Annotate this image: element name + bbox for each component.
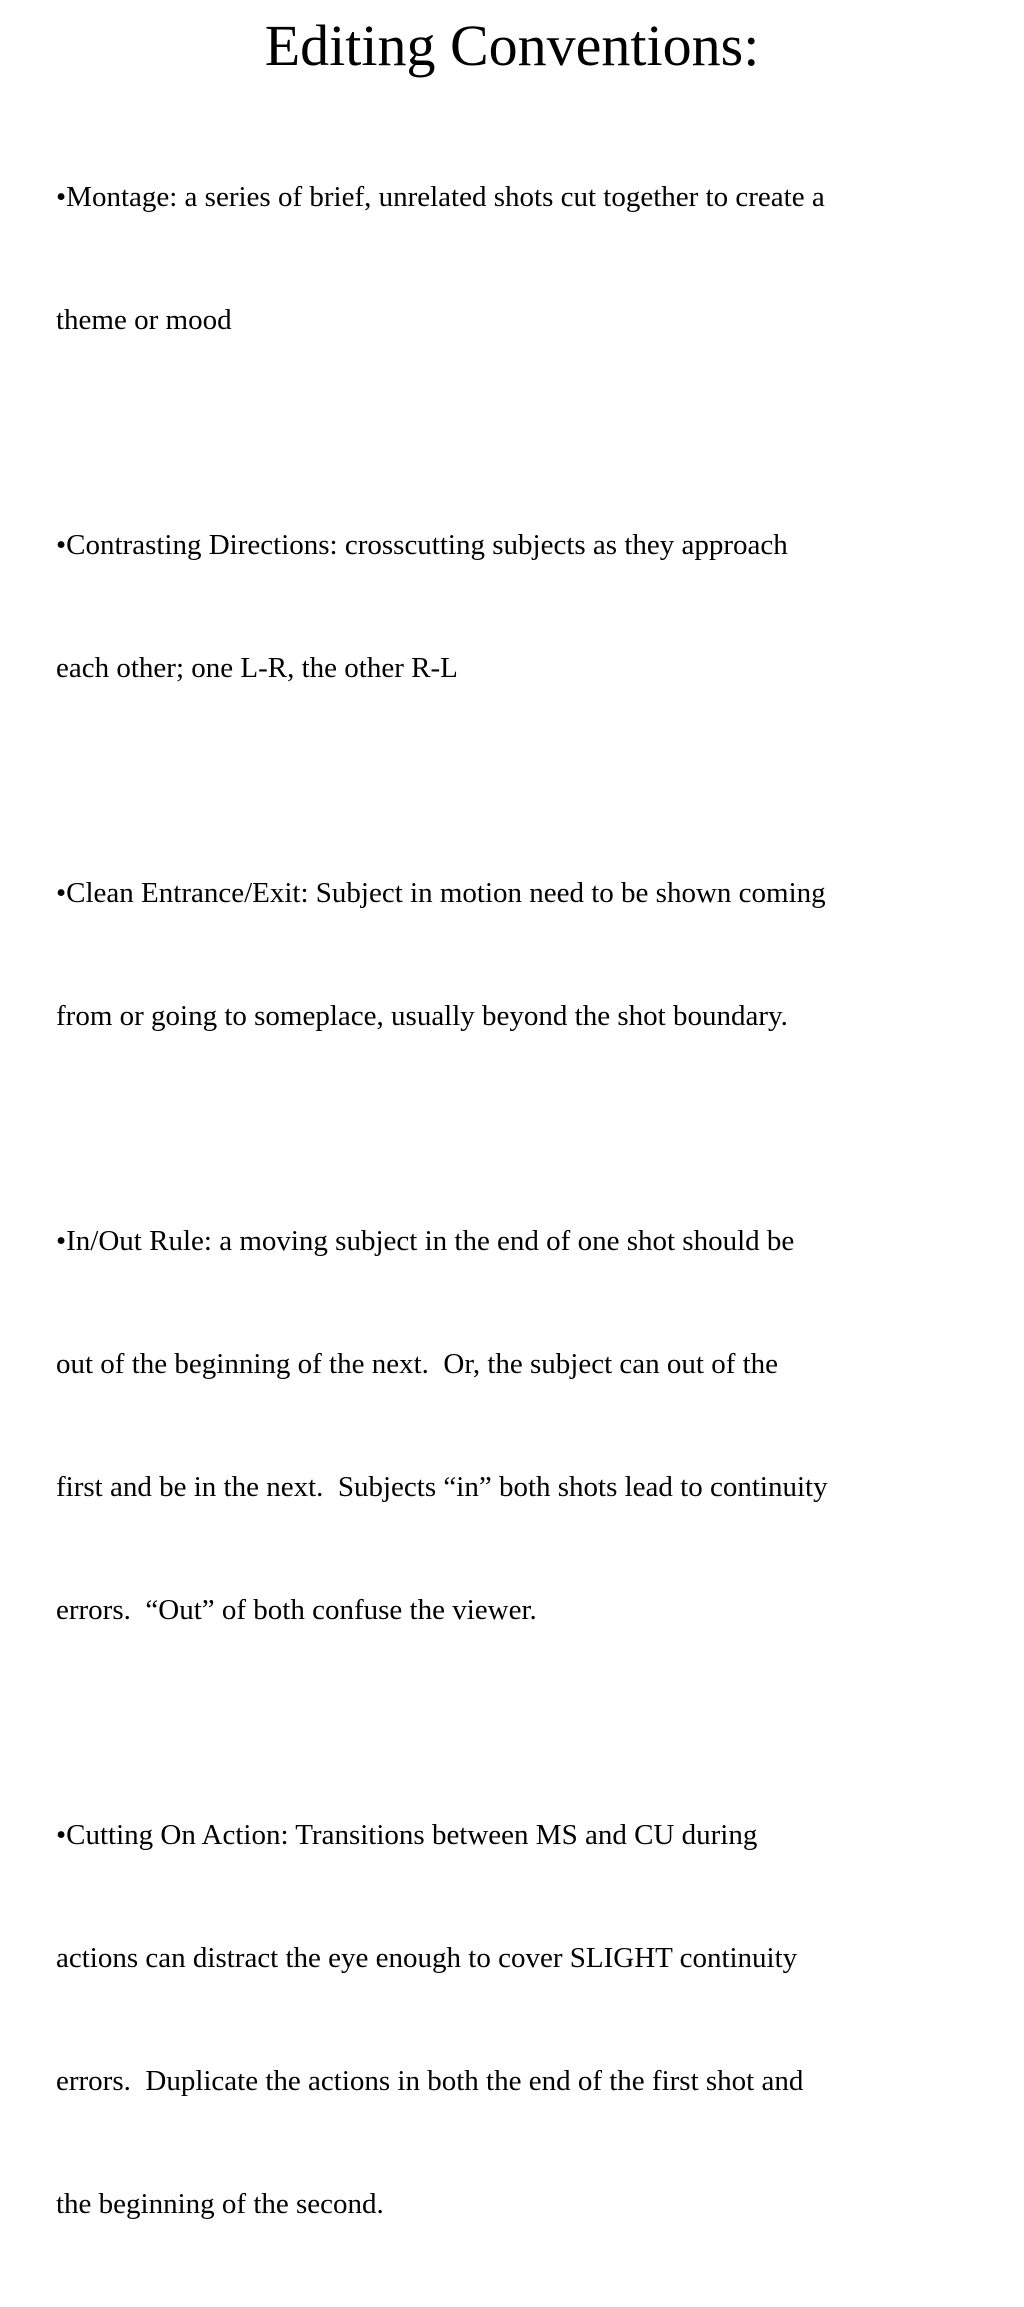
- bullet-cutting-on-action: [56, 1733, 976, 2307]
- bullet-clean-entrance-exit: [56, 791, 976, 1119]
- bullet-list: [56, 95, 976, 2307]
- bullet-line: each other; one L-R, the other R-L: [56, 652, 458, 684]
- bullet-line: •Cutting On Action: Transitions between MS and CU during: [56, 1819, 758, 1851]
- bullet-line: out of the beginning of the next. Or, the subject can out of the: [56, 1348, 779, 1380]
- bullet-contrasting-directions: [56, 443, 976, 771]
- bullet-line: errors. Duplicate the actions in both the end of the first shot and: [56, 2065, 804, 2097]
- bullet-line: •Montage: a series of brief, unrelated shots cut together to create a: [56, 181, 825, 213]
- bullet-line: errors. “Out” of both confuse the viewer.: [56, 1594, 537, 1626]
- bullet-line: first and be in the next. Subjects “in” both shots lead to continuity: [56, 1471, 828, 1503]
- bullet-in-out-rule: [56, 1139, 976, 1713]
- bullet-line: •Clean Entrance/Exit: Subject in motion need to be shown coming: [56, 877, 826, 909]
- bullet-line: •In/Out Rule: a moving subject in the end of one shot should be: [56, 1225, 795, 1257]
- slide-title: Editing Conventions:: [264, 13, 760, 78]
- bullet-line: from or going to someplace, usually beyond the shot boundary.: [56, 1000, 788, 1032]
- bullet-montage: [56, 95, 976, 423]
- bullet-line: theme or mood: [56, 304, 232, 336]
- bullet-line: the beginning of the second.: [56, 2188, 384, 2220]
- bullet-line: •Contrasting Directions: crosscutting subjects as they approach: [56, 529, 788, 561]
- bullet-line: actions can distract the eye enough to cover SLIGHT continuity: [56, 1942, 798, 1974]
